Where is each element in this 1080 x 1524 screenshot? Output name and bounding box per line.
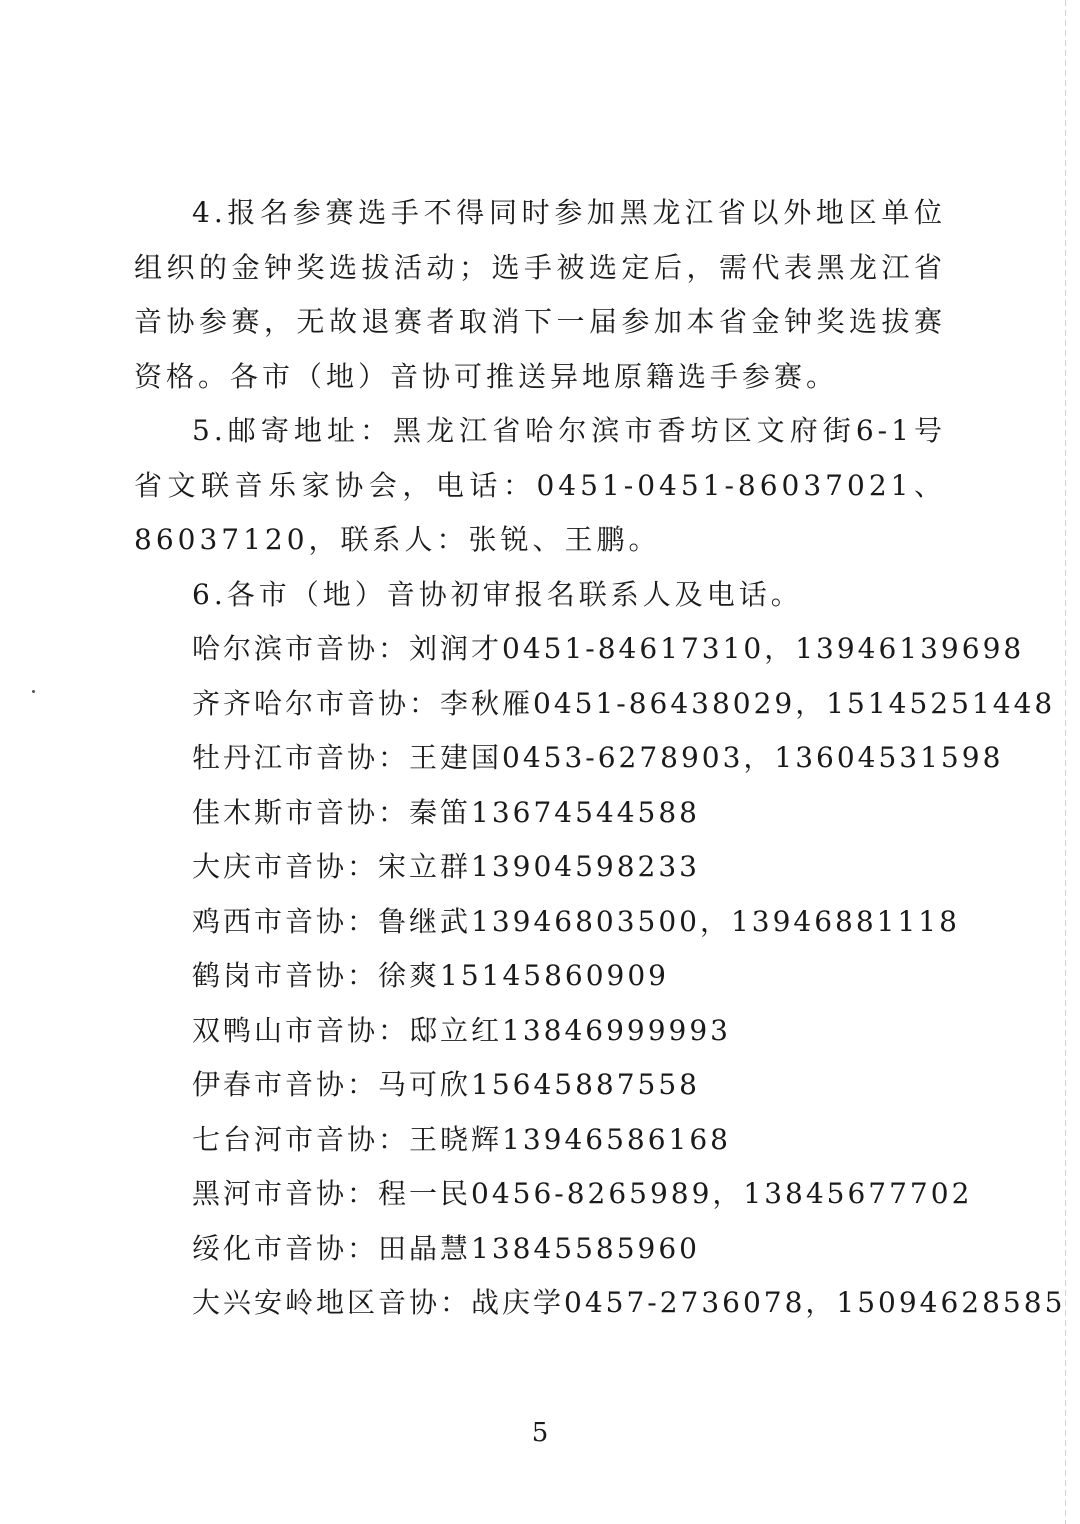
contact-item: 伊春市音协：马可欣15645887558	[192, 1068, 700, 1101]
scan-speck	[32, 690, 35, 693]
contact-list	[134, 622, 1066, 1331]
paragraph-item-4: 4.报名参赛选手不得同时参加黑龙江省以外地区单位组织的金钟奖选拔活动；选手被选定后，需代表黑龙江省音协参赛，无故退赛者取消下一届参加本省金钟奖选拔赛资格。各市（地）音协可推送异地原籍选手参赛。	[134, 196, 946, 393]
document-body	[134, 186, 1066, 1331]
contact-item: 七台河市音协：王晓辉13946586168	[192, 1122, 731, 1156]
contact-item: 牡丹江市音协：王建国0453-6278903，13604531598	[192, 741, 1004, 774]
paragraph-item-5: 5.邮寄地址：黑龙江省哈尔滨市香坊区文府街6-1号省文联音乐家协会，电话：0451-0451-86037021、86037120，联系人：张锐、王鹏。	[134, 414, 946, 556]
scan-edge	[1065, 0, 1066, 1524]
contact-item: 大兴安岭地区音协：战庆学0457-2736078，15094628585	[192, 1286, 1066, 1319]
contact-item: 绥化市音协：田晶慧13845585960	[192, 1231, 700, 1265]
contact-item: 双鸭山市音协：邸立红13846999993	[192, 1013, 731, 1047]
contact-item: 大庆市音协：宋立群13904598233	[192, 850, 700, 883]
contact-item: 齐齐哈尔市音协：李秋雁0451-86438029，15145251448	[192, 686, 1056, 720]
page-number: 5	[531, 1418, 549, 1448]
contact-item: 佳木斯市音协：秦笛13674544588	[192, 795, 700, 829]
contact-item: 黑河市音协：程一民0456-8265989，13845677702	[192, 1177, 973, 1210]
paragraph-item-6: 6.各市（地）音协初审报名联系人及电话。	[192, 577, 803, 611]
contact-item: 鹤岗市音协：徐爽15145860909	[192, 959, 669, 992]
contact-item: 鸡西市音协：鲁继武13946803500，13946881118	[192, 904, 960, 938]
contact-item: 哈尔滨市音协：刘润才0451-84617310，13946139698	[192, 632, 1025, 665]
